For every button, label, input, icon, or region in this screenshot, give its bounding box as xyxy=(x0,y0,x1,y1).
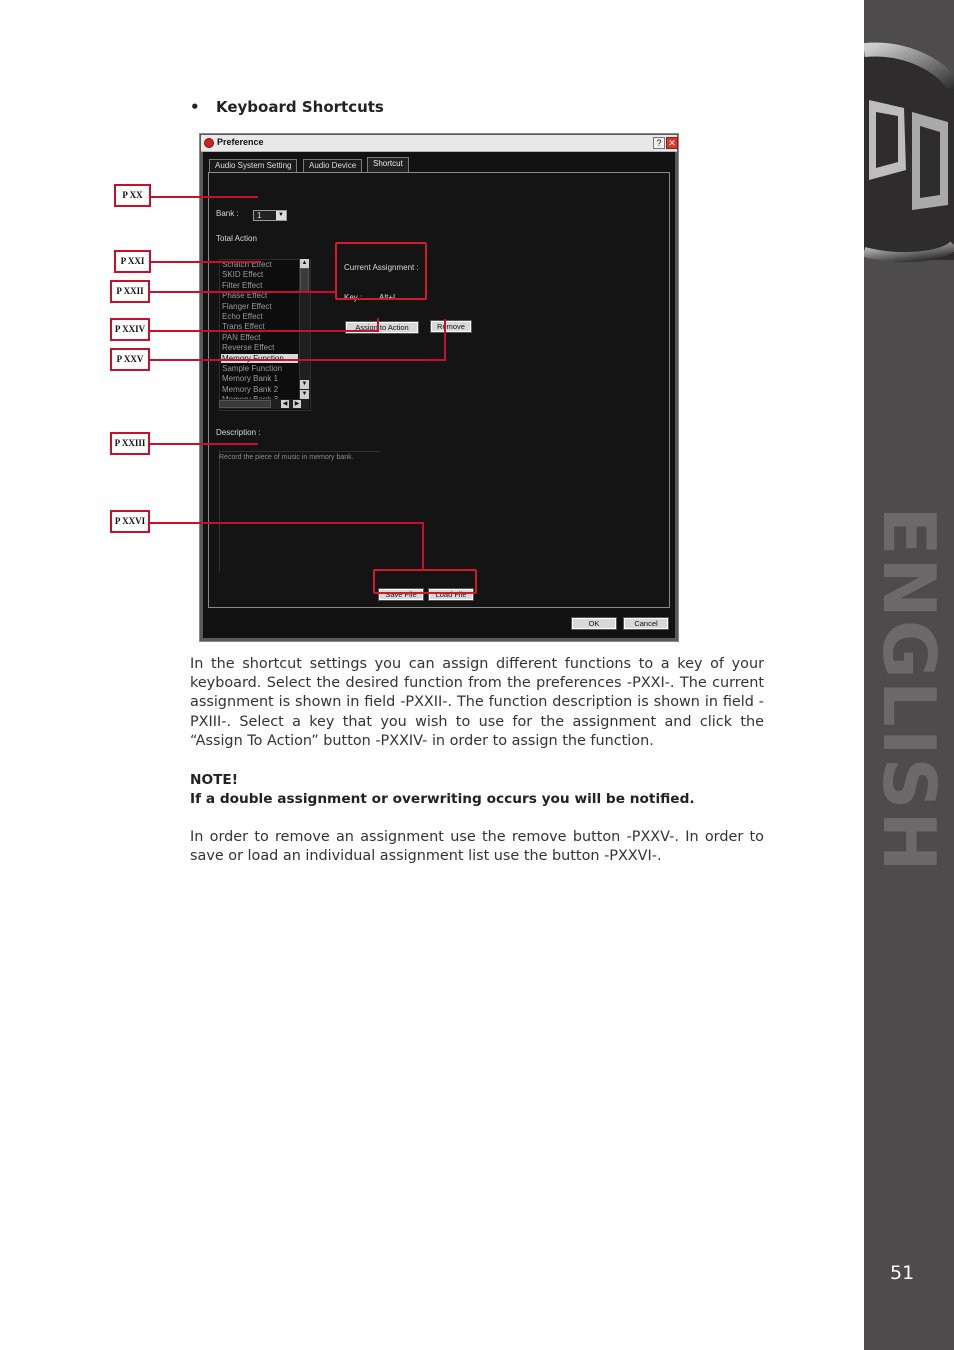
note-title: NOTE! xyxy=(190,772,239,788)
list-item[interactable]: Memory Bank 1 xyxy=(222,374,279,384)
vertical-scrollbar[interactable] xyxy=(299,259,310,399)
list-item[interactable]: SKID Effect xyxy=(222,270,264,280)
tab-shortcut[interactable]: Shortcut xyxy=(367,157,409,172)
current-assignment-highlight xyxy=(335,242,427,300)
callout-pxxvi: P XXVI xyxy=(110,510,150,533)
list-item[interactable]: Filter Effect xyxy=(222,280,263,290)
assign-to-action-button[interactable]: Assign to Action xyxy=(346,322,418,333)
close-button[interactable]: ✕ xyxy=(666,137,678,149)
scroll-down-icon[interactable]: ▼ xyxy=(301,391,308,397)
list-item[interactable]: Phase Effect xyxy=(222,291,268,301)
cancel-button[interactable]: Cancel xyxy=(624,618,668,629)
description-label: Description : xyxy=(216,428,261,437)
window-titlebar xyxy=(201,135,677,152)
language-label: ENGLISH xyxy=(867,506,951,874)
note-text: If a double assignment or overwriting occurs you will be notified. xyxy=(190,791,695,807)
bank-label: Bank : xyxy=(216,209,239,218)
help-button[interactable]: ? xyxy=(653,137,665,149)
bank-select[interactable] xyxy=(253,210,287,221)
scroll-right-icon[interactable]: ▶ xyxy=(294,401,300,407)
window-body xyxy=(203,152,675,638)
key-value: Alt+I xyxy=(379,293,396,302)
current-assignment-label: Current Assignment : xyxy=(344,263,419,272)
app-icon xyxy=(204,138,214,148)
callout-pxxv: P XXV xyxy=(110,348,150,371)
callout-pxx: P XX xyxy=(114,184,151,207)
intro-paragraph: In the shortcut settings you can assign different functions to a key of your keyboard. Select the desired function from the preferences -PXXI-. The current assignment is shown in field -PXXII-. The function description is shown in field -PXIII-. Select a key that you wish to use for the assignment and click the “Assign To Action” button -PXXIV- in order to assign the function. xyxy=(190,656,764,749)
callout-pxxi: P XXI xyxy=(114,250,151,273)
list-item[interactable]: Echo Effect xyxy=(222,312,263,321)
description-field xyxy=(219,451,380,572)
list-item[interactable]: Scratch Effect xyxy=(222,260,272,269)
scroll-thumb[interactable] xyxy=(300,268,309,292)
action-list[interactable] xyxy=(219,259,311,411)
key-label: Key : xyxy=(344,293,363,302)
list-item[interactable]: Sample Function xyxy=(222,364,283,373)
save-file-button[interactable]: Save File xyxy=(379,589,423,600)
total-action-label: Total Action xyxy=(216,234,257,243)
description-text: Record the piece of music in memory bank. xyxy=(219,454,354,461)
preference-window xyxy=(199,133,679,642)
bank-value: 1 xyxy=(257,211,262,220)
ok-button[interactable]: OK xyxy=(572,618,616,629)
section-heading-text: Keyboard Shortcuts xyxy=(216,98,384,116)
bullet: • xyxy=(190,98,200,116)
window-title: Preference xyxy=(217,137,264,147)
list-item[interactable]: PAN Effect xyxy=(222,332,261,342)
load-file-button[interactable]: Load File xyxy=(429,589,473,600)
tab-audio-system-setting[interactable]: Audio System Setting xyxy=(209,159,297,172)
section-heading xyxy=(190,98,384,116)
callout-pxxiii: P XXIII xyxy=(110,432,150,455)
list-item-selected[interactable]: Memory Function xyxy=(221,354,298,363)
tab-audio-device[interactable]: Audio Device xyxy=(303,159,362,172)
list-item[interactable]: Flanger Effect xyxy=(222,301,272,311)
remove-save-paragraph: In order to remove an assignment use the remove button -PXXV-. In order to save or load an individual assignment list use the button -PXXVI-. xyxy=(190,829,764,865)
scroll-up-icon[interactable]: ▲ xyxy=(301,260,308,266)
callout-pxxiv: P XXIV xyxy=(110,318,150,341)
hscroll-thumb[interactable] xyxy=(219,400,271,408)
list-item[interactable]: Trans Effect xyxy=(222,322,265,332)
scroll-down-icon[interactable]: ▼ xyxy=(301,381,308,387)
remove-button[interactable]: Remove xyxy=(431,321,471,332)
horizontal-scrollbar[interactable] xyxy=(219,399,309,409)
list-item[interactable]: Reverse Effect xyxy=(222,343,275,353)
brand-logo-icon xyxy=(864,30,954,270)
scroll-left-icon[interactable]: ◀ xyxy=(282,401,288,407)
callout-pxxii: P XXII xyxy=(110,280,150,303)
chevron-down-icon[interactable]: ▼ xyxy=(276,211,286,220)
shortcut-panel xyxy=(208,172,670,608)
save-load-highlight xyxy=(373,569,477,594)
page-number: 51 xyxy=(890,1262,915,1284)
list-item[interactable]: Memory Bank 2 xyxy=(222,384,279,394)
